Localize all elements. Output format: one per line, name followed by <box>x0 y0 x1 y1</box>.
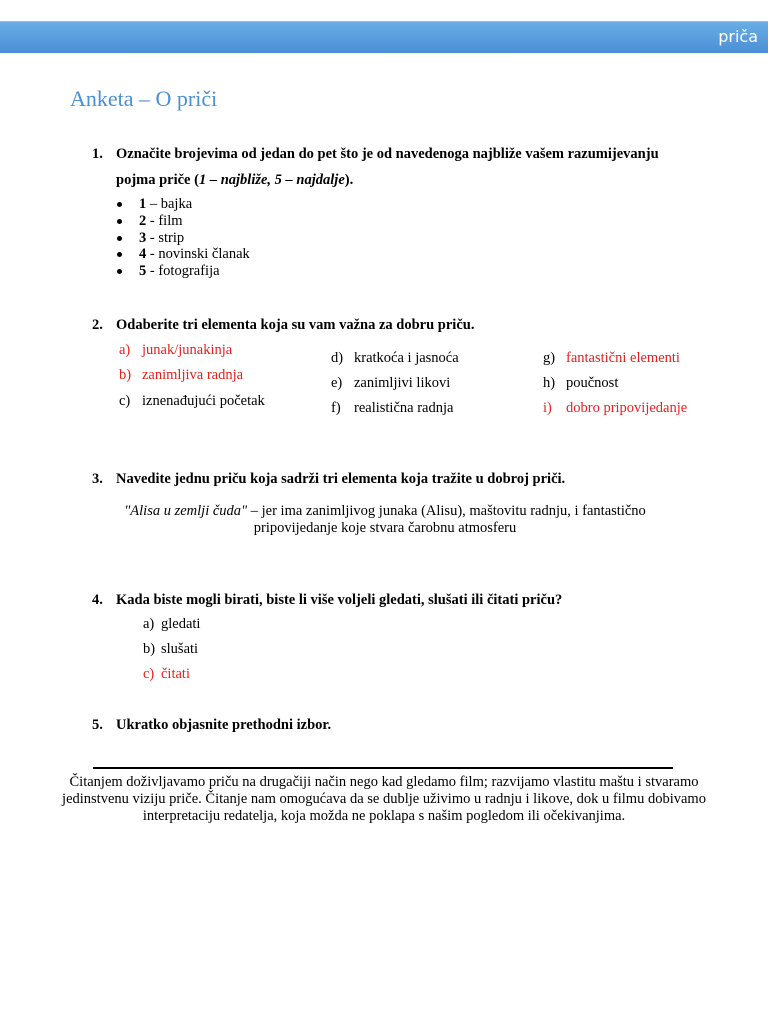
option-d[interactable] <box>331 350 459 367</box>
option-i[interactable] <box>543 400 687 417</box>
option-g[interactable] <box>543 350 680 367</box>
question-number: 5. <box>92 717 103 733</box>
option-a[interactable] <box>143 616 200 633</box>
question-2 <box>92 317 474 334</box>
separator: - <box>146 212 159 229</box>
option-h[interactable] <box>543 375 618 392</box>
question-1 <box>92 146 659 163</box>
separator: - <box>146 229 159 246</box>
item-label: novinski članak <box>158 246 250 263</box>
rank-number: 3 <box>139 229 147 246</box>
header-bar <box>0 21 768 53</box>
option-a[interactable] <box>119 342 232 359</box>
list-item <box>116 230 250 247</box>
rank-number: 5 <box>139 263 147 280</box>
option-label: gledati <box>161 616 201 632</box>
question-1-line2 <box>116 172 353 189</box>
option-letter: e) <box>331 375 343 391</box>
option-label: junak/junakinja <box>142 342 233 358</box>
option-label: slušati <box>161 641 199 657</box>
option-e[interactable] <box>331 375 450 392</box>
option-letter: b) <box>143 641 156 657</box>
option-label: poučnost <box>566 375 619 391</box>
option-letter: h) <box>543 375 556 391</box>
question-3 <box>92 471 565 488</box>
question-5 <box>92 717 331 734</box>
item-label: fotografija <box>158 263 220 280</box>
list-item <box>116 213 250 230</box>
question-text-italic: 1 – najbliže, 5 – najdalje <box>198 172 345 188</box>
answer-3 <box>90 503 680 537</box>
list-item <box>116 263 250 280</box>
option-b[interactable] <box>119 367 243 384</box>
answer-5: Čitanjem doživljavamo priču na drugačiji način nego kad gledamo film; razvijamo vlastitu maštu i stvaramo jedinstvenu viziju priče. Čitanje nam omogućava da se dublje uživimo u radnju i likove, dok u filmu dobivamo interpretaciju redatelja, koja možda ne poklapa s našim pogledom ili očekivanjima. <box>62 774 706 824</box>
option-label: čitati <box>161 666 190 682</box>
question-text-part: ). <box>344 172 354 188</box>
separator: - <box>146 246 159 263</box>
option-letter: d) <box>331 350 344 366</box>
item-label: strip <box>158 229 185 246</box>
separator: - <box>146 263 159 280</box>
item-label: film <box>158 212 183 229</box>
list-item <box>116 196 250 213</box>
option-label: fantastični elementi <box>566 350 680 366</box>
option-letter: g) <box>543 350 556 366</box>
option-letter: a) <box>143 616 155 632</box>
item-label: bajka <box>160 196 193 212</box>
page-title: Anketa – O priči <box>70 86 218 111</box>
question-text: Označite brojevima od jedan do pet što je od navedenoga najbliže vašem razumijevanju <box>116 146 659 162</box>
option-label: iznenađujući početak <box>142 393 265 409</box>
list-item <box>116 246 250 263</box>
rank-number: 4 <box>139 246 147 263</box>
option-letter: a) <box>119 342 131 358</box>
option-label: kratkoća i jasnoća <box>354 350 459 366</box>
question-text: Ukratko objasnite prethodni izbor. <box>116 717 332 733</box>
option-label: realistična radnja <box>354 400 454 416</box>
question-number: 3. <box>92 471 103 487</box>
question-number: 2. <box>92 317 103 333</box>
question-4 <box>92 592 562 609</box>
option-b[interactable] <box>143 641 198 658</box>
option-letter: i) <box>543 400 552 416</box>
question-number: 4. <box>92 592 103 608</box>
header-label: priča <box>718 27 758 46</box>
option-label: zanimljivi likovi <box>354 375 451 391</box>
ranking-list <box>116 196 250 280</box>
question-number: 1. <box>92 146 103 162</box>
option-c[interactable] <box>143 666 190 683</box>
option-letter: f) <box>331 400 341 416</box>
option-letter: c) <box>119 393 131 409</box>
question-text: Navedite jednu priču koja sadrži tri elementa koja tražite u dobroj priči. <box>116 471 566 487</box>
option-letter: b) <box>119 367 132 383</box>
option-label: zanimljiva radnja <box>142 367 244 383</box>
question-text: Kada biste mogli birati, biste li više voljeli gledati, slušati ili čitati priču? <box>116 592 563 608</box>
option-letter: c) <box>143 666 155 682</box>
option-label: dobro pripovijedanje <box>566 400 688 416</box>
rank-number: 1 <box>139 196 147 212</box>
answer-text: – jer ima zanimljivog junaka (Alisu), maštovitu radnju, i fantastično pripovijedanje koje stvara čarobnu atmosferu <box>247 503 646 536</box>
question-text-part: pojma priče ( <box>116 172 199 188</box>
separator: – <box>146 196 161 212</box>
question-text: Odaberite tri elementa koja su vam važna za dobru priču. <box>116 317 475 333</box>
rank-number: 2 <box>139 212 147 229</box>
option-c[interactable] <box>119 393 265 410</box>
story-title: "Alisa u zemlji čuda" <box>124 503 248 519</box>
option-f[interactable] <box>331 400 453 417</box>
answer-line <box>93 767 673 769</box>
